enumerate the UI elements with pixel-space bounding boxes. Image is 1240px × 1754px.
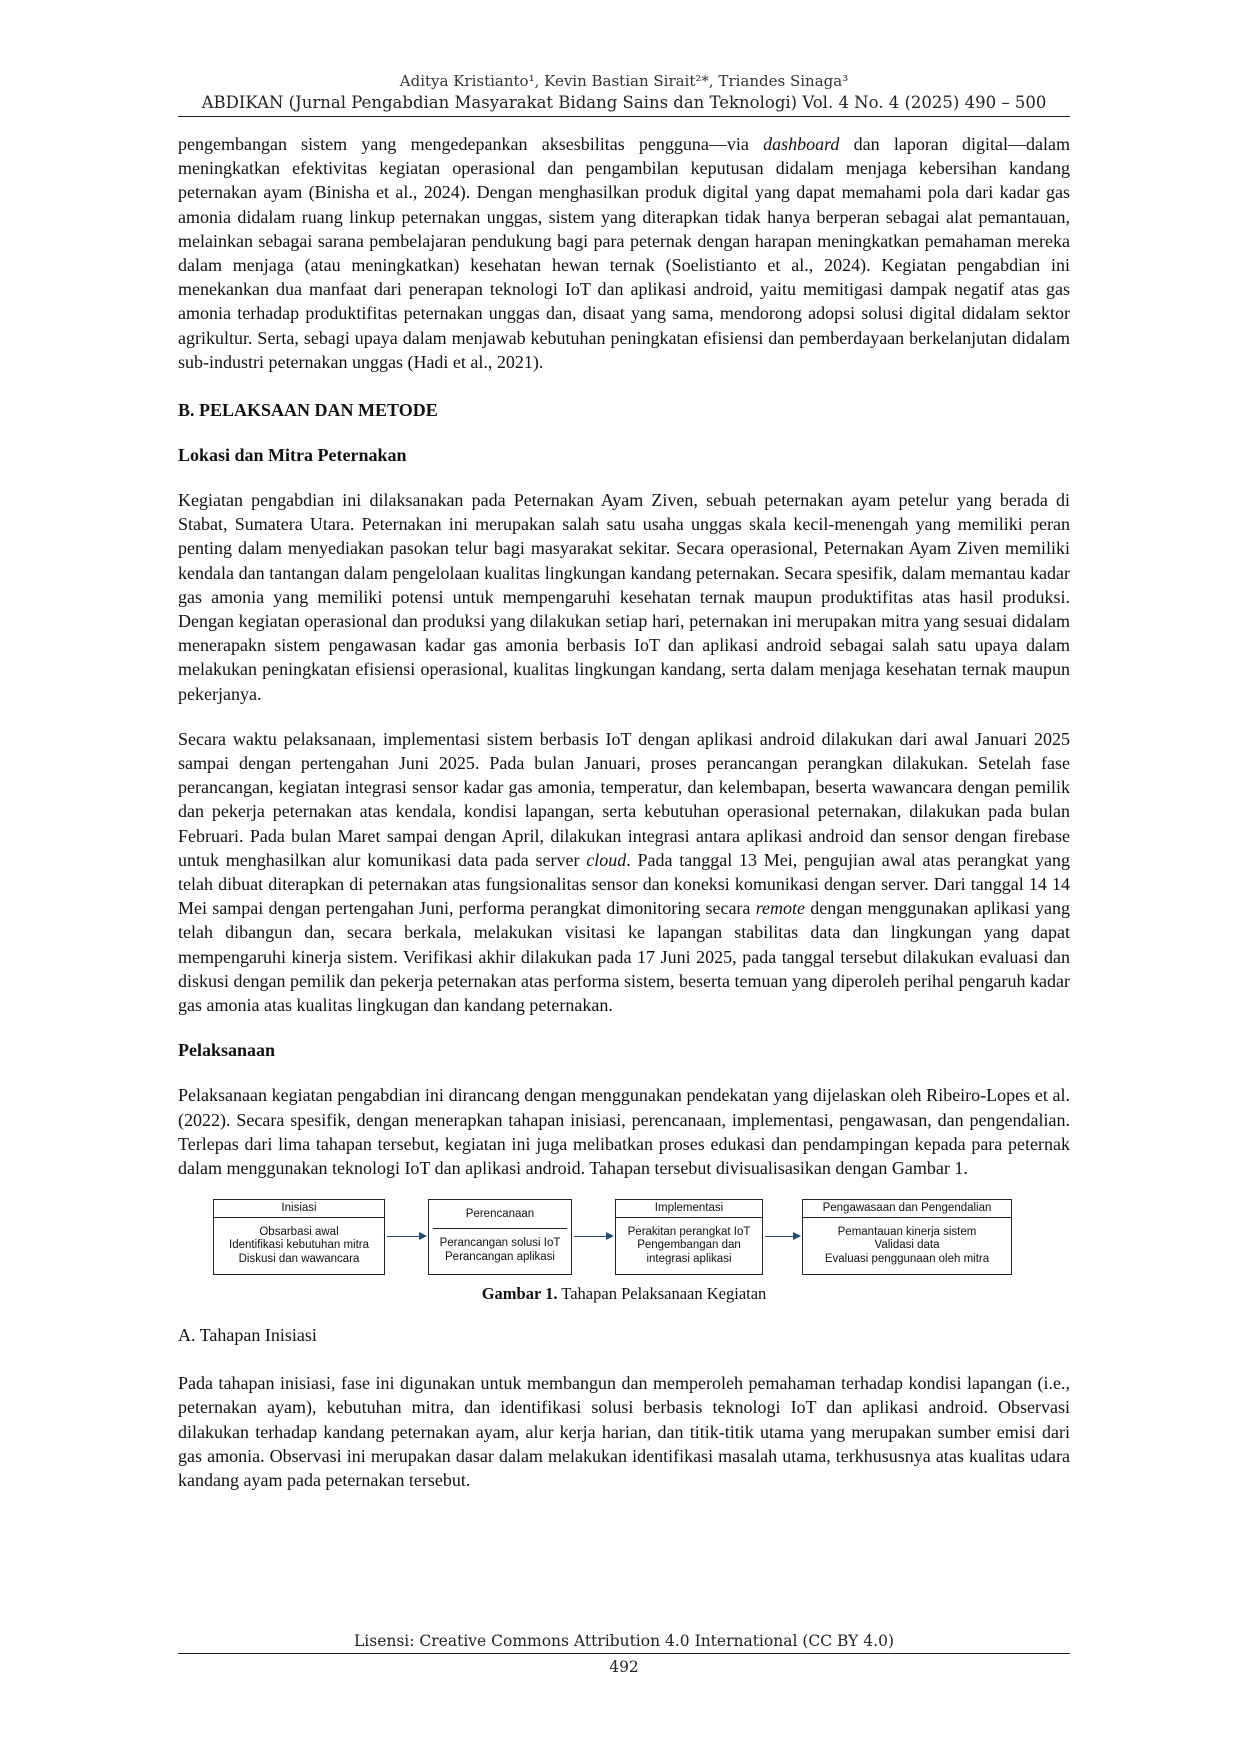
flow-arrow xyxy=(765,1236,799,1237)
page-footer xyxy=(178,1630,1070,1676)
subheading-tahapan-inisiasi: A. Tahapan Inisiasi xyxy=(178,1325,317,1346)
stage-box-pengawasan xyxy=(802,1199,1012,1275)
stage-line: Pemantauan kinerja sistem xyxy=(837,1225,977,1238)
flow-arrow xyxy=(387,1236,425,1237)
stage-title: Implementasi xyxy=(616,1200,762,1218)
stage-title: Pengawasaan dan Pengendalian xyxy=(803,1200,1011,1218)
section-heading-b: B. PELAKSAAN DAN METODE xyxy=(178,400,438,421)
running-header xyxy=(178,70,1070,114)
emphasis-cloud: cloud xyxy=(586,849,627,870)
caption-label: Gambar 1. xyxy=(481,1284,558,1304)
stage-line: Perakitan perangkat IoT xyxy=(627,1225,751,1238)
stage-line: Perancangan aplikasi xyxy=(445,1250,555,1263)
flow-arrow xyxy=(574,1236,612,1237)
page-content xyxy=(178,70,1070,1492)
paragraph-text: . Pada tanggal 13 Mei, pengujian awal atas perangkat yang telah dibuat diterapkan di peternakan atas fungsionalitas sensor dan koneksi komunikasi dengan server. Dari tanggal 14 14 Mei sampai dengan pertengahan Juni, performa perangkat dimonitoring secara xyxy=(178,849,1070,919)
stage-title: Perencanaan xyxy=(465,1208,535,1221)
header-authors: Aditya Kristianto¹, Kevin Bastian Sirait²*, Triandes Sinaga³ xyxy=(399,72,849,90)
stage-line: Pengembangan dan xyxy=(637,1239,741,1252)
subheading-lokasi: Lokasi dan Mitra Peternakan xyxy=(178,445,407,466)
stage-line: Identifikasi kebutuhan mitra xyxy=(229,1239,369,1252)
stage-box-inisiasi xyxy=(213,1199,385,1275)
stage-line: integrasi aplikasi xyxy=(646,1252,732,1265)
footer-rule xyxy=(178,1653,1070,1654)
paragraph-waktu xyxy=(178,727,1070,1017)
stage-line: Diskusi dan wawancara xyxy=(238,1252,360,1265)
figure-1-flowchart xyxy=(178,1199,1070,1279)
stage-body xyxy=(214,1220,384,1272)
paragraph-lokasi: Kegiatan pengabdian ini dilaksanakan pada Peternakan Ayam Ziven, sebuah peternakan ayam petelur yang berada di Stabat, Sumatera Utara. Peternakan ini merupakan salah satu usaha unggas skala kecil-menengah yang memiliki peran penting dalam menyediakan pasokan telur bagi masyarakat sekitar. Secara operasional, Peternakan Ayam Ziven memiliki kendala dan tantangan dalam pengelolaan kualitas lingkungan kandang peternakan. Secara spesifik, dalam memantau kadar gas amonia yang memiliki potensi untuk mempengaruhi kesehatan ternak maupun produktifitas atas hasil produksi. Dengan kegiatan operasional dan produksi yang dilakukan setiap hari, peternakan ini merupakan mitra yang sesuai didalam menerapakn sistem pengawasan kadar gas amonia berbasis IoT dan aplikasi android sebagai salah satu upaya dalam melakukan peningkatan efisiensi operasional, kualitas lingkungan kandang, serta dalam menjaga kesehatan ternak maupun pekerjanya. xyxy=(178,490,1070,704)
stage-body xyxy=(616,1220,762,1272)
emphasis-dashboard: dashboard xyxy=(763,134,840,154)
paragraph-inisiasi: Pada tahapan inisiasi, fase ini digunakan untuk membangun dan memperoleh pemahaman terhadap kondisi lapangan (i.e., peternakan ayam), kebutuhan mitra, dan identifikasi solusi berbasis teknologi IoT dan aplikasi android. Observasi dilakukan terhadap kandang peternakan ayam, alur kerja harian, dan titik-titik utama yang merupakan sumber emisi dari gas amonia. Observasi ini merupakan dasar dalam melakukan identifikasi masalah utama, terkhususnya atas kualitas udara kandang ayam pada peternakan tersebut. xyxy=(178,1373,1070,1490)
stage-line: Evaluasi penggunaan oleh mitra xyxy=(824,1252,990,1265)
stage-body xyxy=(803,1220,1011,1272)
stage-line: Perancangan solusi IoT xyxy=(439,1237,561,1250)
paragraph-text: dengan menggunakan aplikasi yang telah dibangun dan, secara berkala, melakukan visitasi ke lapangan stabilitas data dan lingkungan yang dapat mempengaruhi kinerja sistem. Verifikasi akhir dilakukan pada 17 Juni 2025, pada tanggal tersebut dilakukan evaluasi dan diskusi dengan pemilik dan pekerja peternakan atas performa sistem, beserta temuan yang diperoleh perihal pengaruh kadar gas amonia atas kualitas lingkugan dan kandang peternakan. xyxy=(178,898,1070,1016)
header-rule xyxy=(178,116,1070,117)
caption-text: Tahapan Pelaksanaan Kegiatan xyxy=(557,1284,767,1304)
stage-box-perencanaan xyxy=(428,1199,572,1275)
page-number: 492 xyxy=(609,1658,639,1676)
emphasis-remote: remote xyxy=(755,898,806,919)
paragraph-pelaksanaan: Pelaksanaan kegiatan pengabdian ini dirancang dengan menggunakan pendekatan yang dijelaskan oleh Ribeiro-Lopes et al. (2022). Secara spesifik, dengan menerapkan tahapan inisiasi, perencanaan, implementasi, pengawasan, dan pengendalian. Terlepas dari lima tahapan tersebut, kegiatan ini juga melibatkan proses edukasi dan pendampingan kepada para peternak dalam menggunakan teknologi IoT dan aplikasi android. Tahapan tersebut divisualisasikan dengan Gambar 1. xyxy=(178,1085,1070,1178)
stage-body xyxy=(433,1228,567,1272)
stage-line: Validasi data xyxy=(874,1239,940,1252)
stage-title: Inisiasi xyxy=(214,1200,384,1218)
paragraph-text: dan laporan digital—dalam meningkatkan efektivitas kegiatan operasional dan pengambilan keputusan didalam menjaga kebersihan kandang peternakan ayam (Binisha et al., 2024). Dengan menghasilkan produk digital yang dapat memahami pola dari kadar gas amonia didalam ruang linkup peternakan unggas, sistem yang diterapkan tidak hanya berperan sebagai alat pemantauan, melainkan sebagai sarana pembelajaran pendukung bagi para peternak dengan harapan meningkatkan pemahaman mereka dalam menjaga (atau meningkatkan) kesehatan hewan ternak (Soelistianto et al., 2024). Kegiatan pengabdian ini menekankan dua manfaat dari penerapan teknologi IoT dan aplikasi android, yaitu memitigasi dampak negatif atas gas amonia terhadap produktifitas peternakan unggas dan, disaat yang sama, mendorong adopsi solusi digital didalam sektor agrikultur. Serta, sebagi upaya dalam menjawab kebutuhan peningkatan efisiensi dan pemberdayaan berkelanjutan didalam sub-industri peternakan unggas (Hadi et al., 2021). xyxy=(178,134,1070,372)
paragraph-text: Secara waktu pelaksanaan, implementasi sistem berbasis IoT dengan aplikasi android dilakukan dari awal Januari 2025 sampai dengan pertengahan Juni 2025. Pada bulan Januari, proses perancangan perangkan dilakukan. Setelah fase perancangan, kegiatan integrasi sensor kadar gas amonia, temperatur, dan kelembapan, beserta wawancara dengan pemilik dan pekerja peternakan atas kendala, kondisi lapangan, serta kebutuhan operasional peternakan, dilakukan pada bulan Februari. Pada bulan Maret sampai dengan April, dilakukan integrasi antara aplikasi android dan sensor dengan firebase untuk menghasilkan alur komunikasi data pada server xyxy=(178,728,1070,870)
paragraph-intro-continued xyxy=(178,132,1070,374)
subheading-pelaksanaan: Pelaksanaan xyxy=(178,1040,276,1061)
paragraph-text: pengembangan sistem yang mengedepankan aksesbilitas pengguna—via xyxy=(178,134,764,154)
header-journal: ABDIKAN (Jurnal Pengabdian Masyarakat Bidang Sains dan Teknologi) Vol. 4 No. 4 (2025) 490 – 500 xyxy=(201,93,1047,112)
stage-line: Obsarbasi awal xyxy=(259,1225,339,1238)
figure-caption xyxy=(178,1283,1070,1305)
stage-box-implementasi xyxy=(615,1199,763,1275)
license-text: Lisensi: Creative Commons Attribution 4.0 International (CC BY 4.0) xyxy=(353,1632,895,1650)
